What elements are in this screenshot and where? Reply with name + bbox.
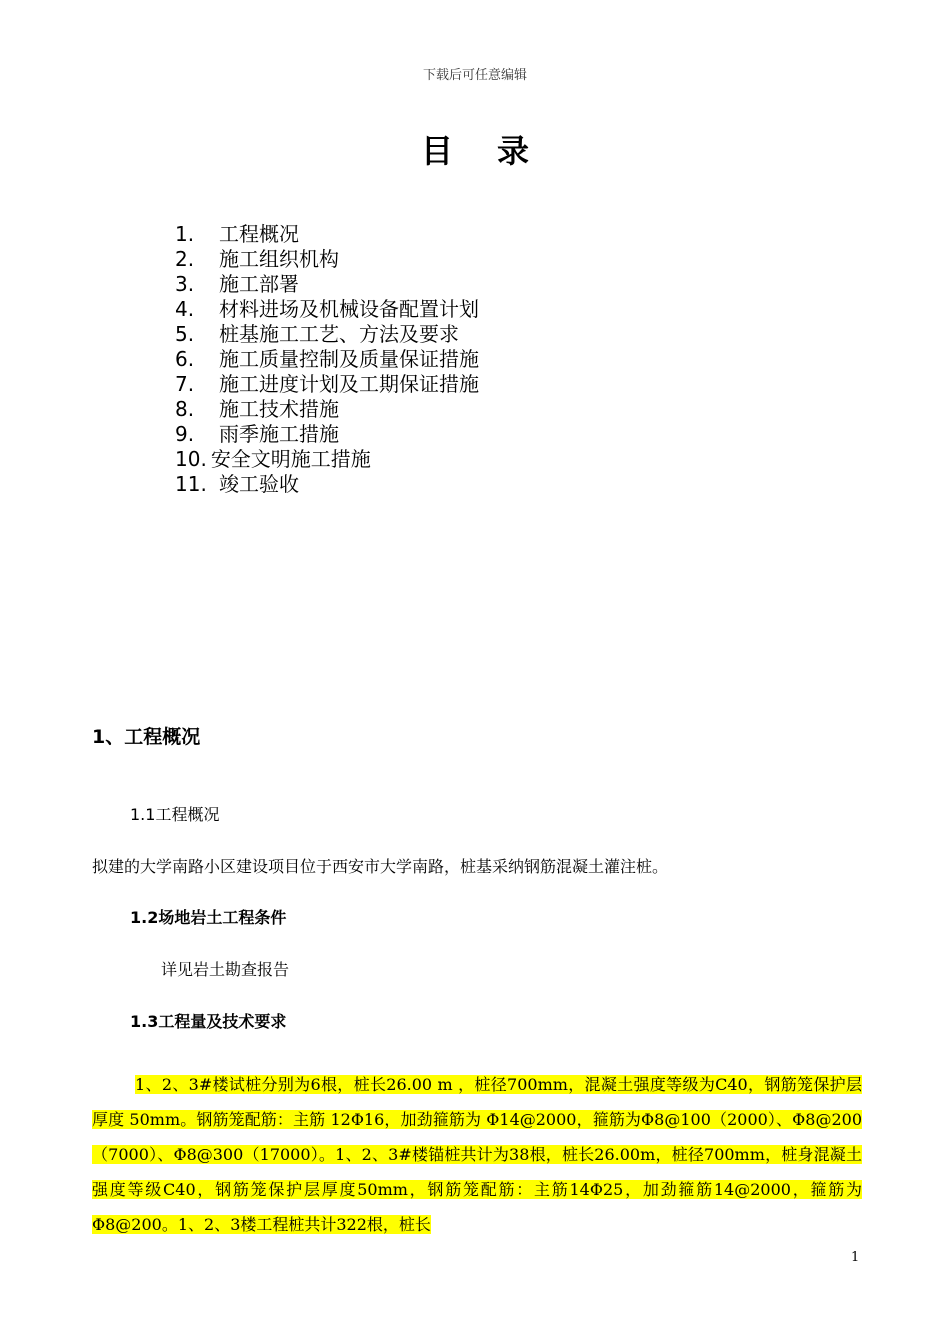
paragraph: 详见岩土勘查报告 — [161, 960, 290, 979]
toc-item-label: 施工组织机构 — [219, 247, 339, 271]
toc-item-number: 5. — [175, 322, 195, 346]
toc-item-number: 7. — [175, 372, 195, 396]
highlighted-paragraph — [92, 1067, 862, 1242]
toc-item[interactable] — [175, 397, 479, 422]
toc-item[interactable] — [175, 247, 479, 272]
toc-item[interactable] — [175, 322, 479, 347]
subsection-heading: 1.3工程量及技术要求 — [130, 1012, 287, 1031]
toc-item-label: 竣工验收 — [219, 472, 299, 496]
toc-item-label: 桩基施工工艺、方法及要求 — [219, 322, 459, 346]
toc-item[interactable] — [175, 297, 479, 322]
page-number: 1 — [851, 1250, 860, 1265]
toc-item-label: 施工进度计划及工期保证措施 — [219, 372, 479, 396]
toc-title: 目录 — [420, 132, 573, 170]
toc-item-number: 11. — [175, 472, 207, 496]
toc-item[interactable] — [175, 447, 479, 472]
toc-item-number: 4. — [175, 297, 195, 321]
toc-item-number: 2. — [175, 247, 195, 271]
toc-item-number: 8. — [175, 397, 195, 421]
toc-item-number: 6. — [175, 347, 195, 371]
toc-item[interactable] — [175, 222, 479, 247]
toc-item-label: 雨季施工措施 — [219, 422, 339, 446]
toc-item[interactable] — [175, 422, 479, 447]
toc-item[interactable] — [175, 372, 479, 397]
toc-list — [175, 222, 479, 497]
toc-item[interactable] — [175, 347, 479, 372]
highlighted-text: 1、2、3#楼试桩分别为6根，桩长26.00 m ，桩径700mm，混凝土强度等级为C40，钢筋笼保护层厚度 50mm。钢筋笼配筋：主筋 12Φ16，加劲箍筋为 Φ14@2000，箍筋为Φ8@100（2000）、Φ8@200（7000）、Φ8@300（17000）。1、2、3#楼锚桩共计为38根，桩长26.00m，桩径700mm，桩身混凝土强度等级C40，钢筋笼保护层厚度50mm，钢筋笼配筋：主筋14Φ25，加劲箍筋14@2000，箍筋为Φ8@200。1、2、3楼工程桩共计322根，桩长 — [92, 1075, 862, 1234]
toc-item[interactable] — [175, 472, 479, 497]
toc-item[interactable] — [175, 272, 479, 297]
toc-item-label: 材料进场及机械设备配置计划 — [219, 297, 479, 321]
toc-item-number: 3. — [175, 272, 195, 296]
paragraph: 拟建的大学南路小区建设项目位于西安市大学南路，桩基采纳钢筋混凝土灌注桩。 — [92, 857, 669, 876]
subsection-heading: 1.1工程概况 — [130, 805, 220, 824]
subsection-heading: 1.2场地岩土工程条件 — [130, 908, 287, 927]
toc-item-label: 安全文明施工措施 — [210, 447, 371, 471]
toc-item-number: 9. — [175, 422, 195, 446]
toc-item-label: 工程概况 — [219, 222, 299, 246]
toc-item-number: 1. — [175, 222, 195, 246]
toc-item-number: 10. — [175, 447, 207, 471]
page-header: 下载后可任意编辑 — [422, 68, 527, 83]
section-heading: 1、工程概况 — [92, 726, 201, 748]
toc-item-label: 施工技术措施 — [219, 397, 339, 421]
toc-item-label: 施工质量控制及质量保证措施 — [219, 347, 479, 371]
toc-item-label: 施工部署 — [219, 272, 299, 296]
